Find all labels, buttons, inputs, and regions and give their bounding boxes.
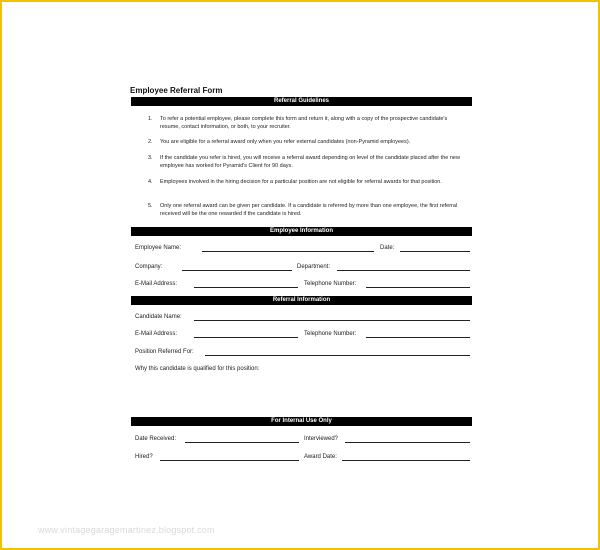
date-label: Date: — [380, 245, 395, 251]
award-date-label: Award Date: — [304, 454, 337, 460]
guideline-number: 5. — [148, 203, 153, 209]
award-date-field[interactable] — [342, 460, 470, 461]
hired-field[interactable] — [160, 460, 299, 461]
employee-telephone-label: Telephone Number: — [304, 281, 357, 287]
site-watermark: www.vintagegaragemartinez.blogspot.com — [38, 525, 215, 535]
guideline-text: Employees involved in the hiring decision for a particular position are not eligible for referral awards for that position. — [160, 179, 442, 185]
referral-info-heading-bar: Referral Information — [131, 296, 472, 305]
position-label: Position Referred For: — [135, 349, 194, 355]
guideline-text: To refer a potential employee, please complete this form and return it, along with a copy of the prospective candidate's resume, contact information, or both, to your recruiter. — [160, 116, 448, 130]
department-label: Department: — [297, 264, 331, 270]
guideline-number: 1. — [148, 116, 153, 122]
guideline-number: 4. — [148, 179, 153, 185]
interviewed-label: Interviewed? — [304, 436, 339, 442]
employee-name-field[interactable] — [202, 251, 374, 252]
department-field[interactable] — [337, 270, 470, 271]
date-field[interactable] — [400, 251, 470, 252]
employee-telephone-field[interactable] — [366, 287, 470, 288]
employee-info-heading-bar: Employee Information — [131, 227, 472, 236]
date-received-label: Date Received: — [135, 436, 177, 442]
employee-email-field[interactable] — [194, 287, 298, 288]
date-received-field[interactable] — [185, 442, 299, 443]
form-title: Employee Referral Form — [130, 86, 223, 95]
candidate-email-field[interactable] — [194, 337, 298, 338]
guideline-text: You are eligible for a referral award only when you refer external candidates (non-Pyramid employees). — [160, 139, 411, 145]
guideline-text: Only one referral award can be given per candidate. If a candidate is referred by more than one employee, the first referral received will be the one rewarded if the candidate is hired. — [160, 203, 458, 217]
qualification-label: Why this candidate is qualified for this position: — [135, 366, 260, 372]
guidelines-heading-bar: Referral Guidelines — [131, 97, 472, 106]
company-label: Company: — [135, 264, 163, 270]
qualification-area[interactable] — [135, 376, 470, 414]
guideline-number: 3. — [148, 155, 153, 161]
employee-name-label: Employee Name: — [135, 245, 182, 251]
guideline-number: 2. — [148, 139, 153, 145]
candidate-email-label: E-Mail Address: — [135, 331, 178, 337]
position-field[interactable] — [205, 355, 470, 356]
company-field[interactable] — [182, 270, 292, 271]
page-background — [2, 2, 598, 548]
candidate-name-field[interactable] — [194, 320, 470, 321]
candidate-telephone-field[interactable] — [366, 337, 470, 338]
referral-form-document — [2, 2, 598, 548]
employee-email-label: E-Mail Address: — [135, 281, 178, 287]
hired-label: Hired? — [135, 454, 153, 460]
candidate-telephone-label: Telephone Number: — [304, 331, 357, 337]
internal-use-heading-bar: For Internal Use Only — [131, 417, 472, 426]
interviewed-field[interactable] — [345, 442, 470, 443]
guideline-text: If the candidate you refer is hired, you will receive a referral award depending on level of the candidate placed after the new employee has worked for Pyramid's Client for 90 days. — [160, 155, 460, 169]
candidate-name-label: Candidate Name: — [135, 314, 182, 320]
